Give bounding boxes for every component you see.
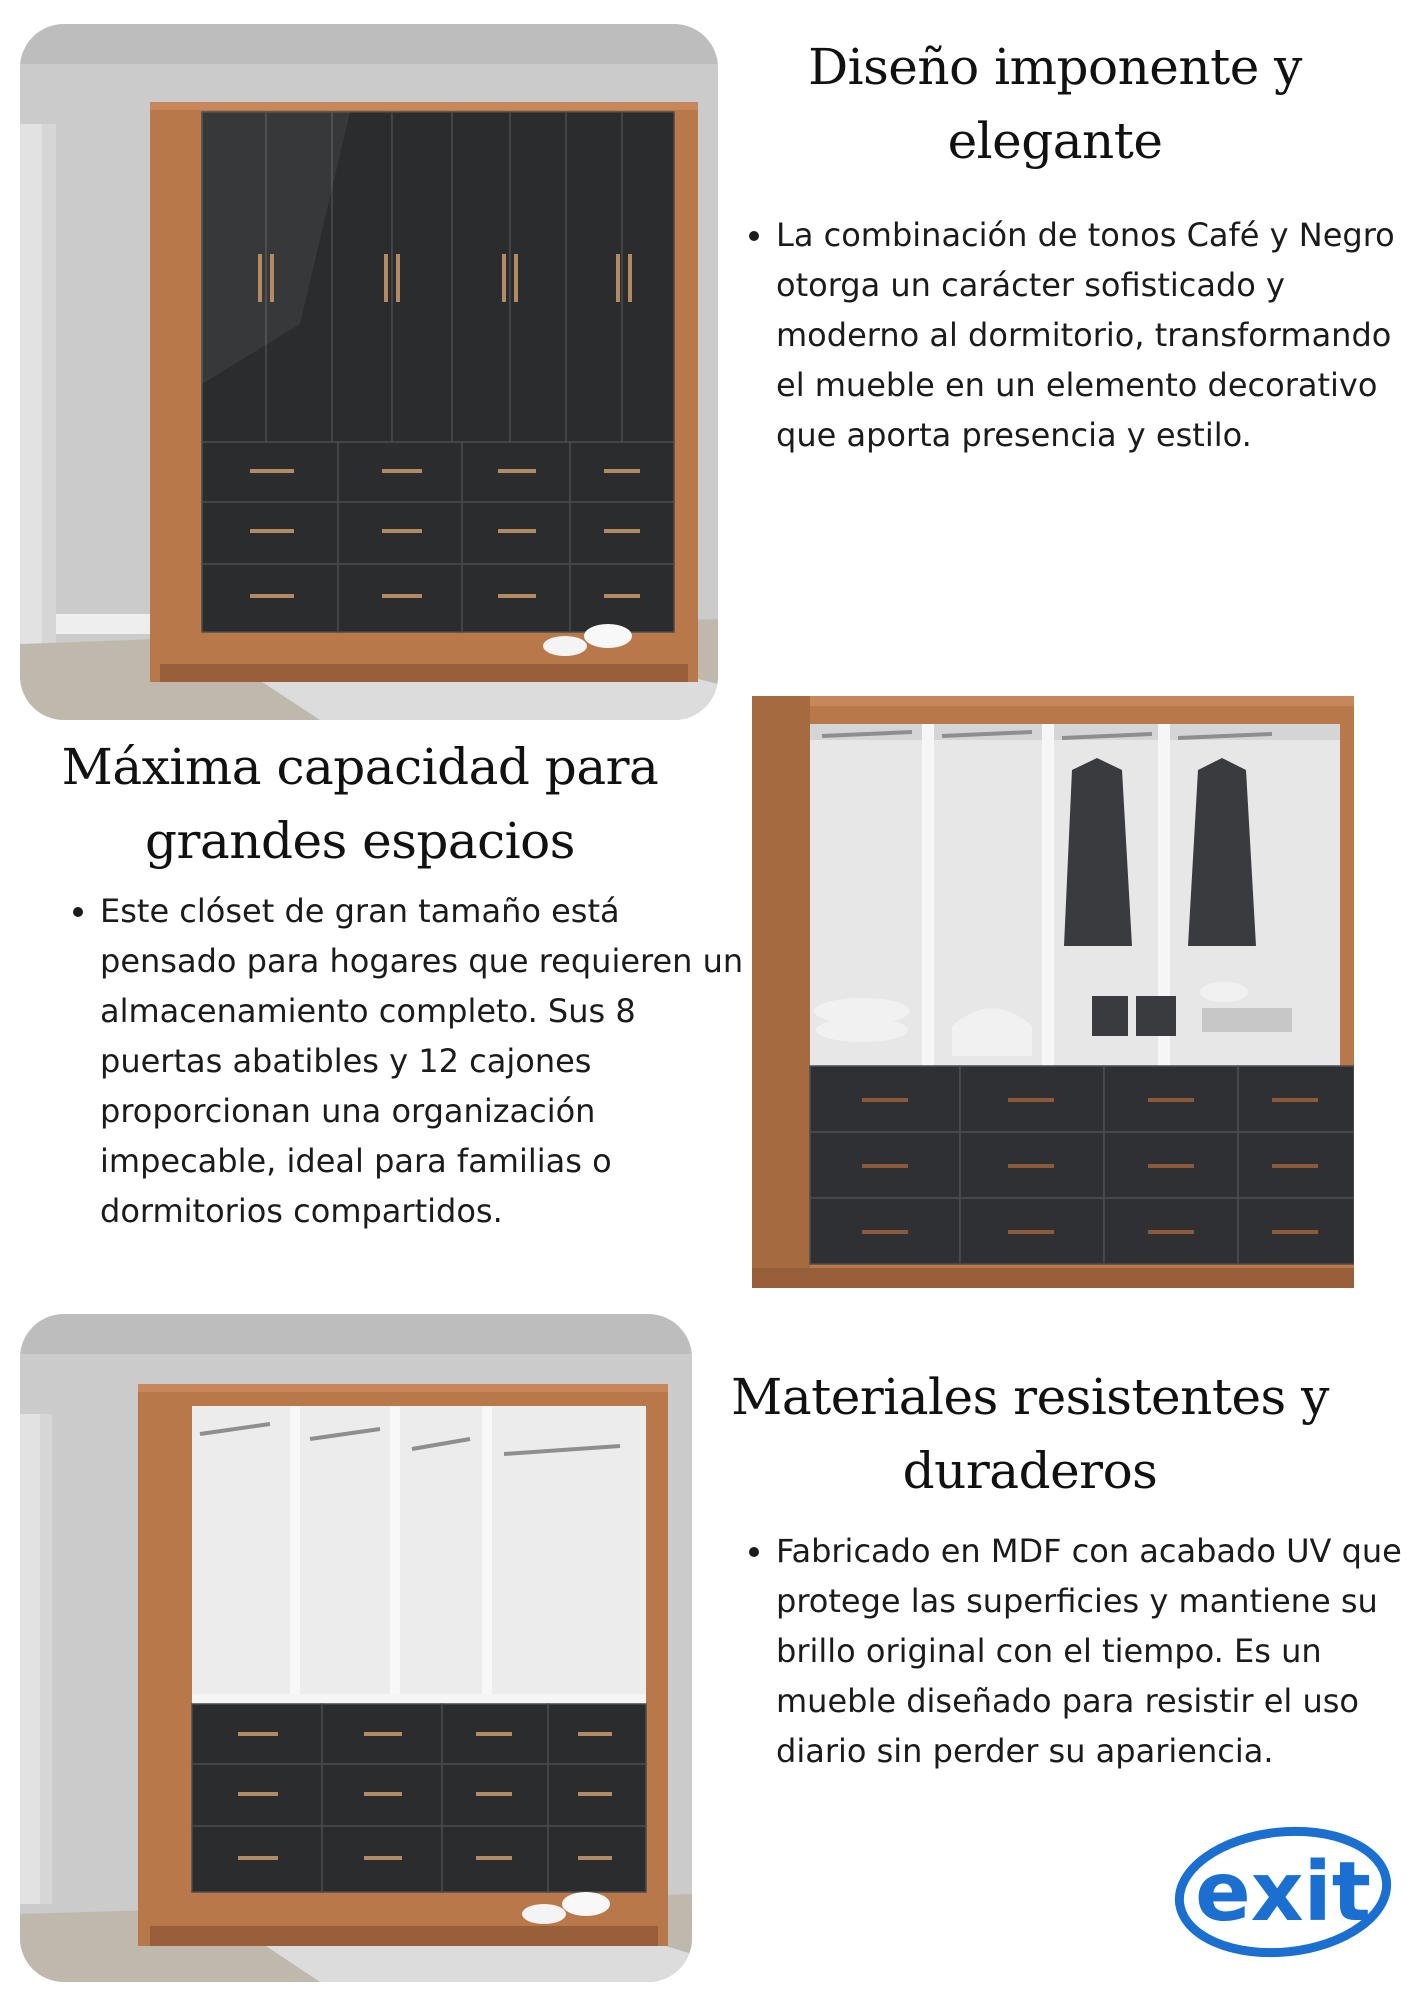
exit-logo	[1172, 1822, 1394, 1962]
exit-logo-text: exit	[1195, 1845, 1371, 1940]
section-2-title	[30, 730, 690, 878]
section-3-bullets	[738, 1526, 1406, 1776]
open-wardrobe-photo	[752, 696, 1354, 1288]
section-2-title-line-1: Máxima capacidad para	[61, 738, 659, 796]
section-2-bullet: • Este clóset de gran tamaño está pensado para hogares que requieren un almacenamiento completo. Sus 8 puertas abatibles y 12 cajones proporcionan una organización impecable, ideal para familias o dormitorios compartidos.	[100, 886, 748, 1236]
section-3-title	[700, 1360, 1360, 1508]
section-2-bullets	[62, 886, 748, 1236]
section-1-bullets	[738, 210, 1400, 460]
section-3-title-line-2: duraderos	[902, 1442, 1158, 1500]
closed-wardrobe-photo	[20, 24, 718, 720]
section-1-title-line-2: elegante	[947, 112, 1163, 170]
section-2-title-line-2: grandes espacios	[145, 812, 575, 870]
section-1-bullet: • La combinación de tonos Café y Negro otorga un carácter sofisticado y moderno al dormitorio, transformando el mueble en un elemento decorativo que aporta presencia y estilo.	[776, 210, 1400, 460]
section-1-title-line-1: Diseño imponente y	[808, 38, 1302, 96]
section-3-bullet: • Fabricado en MDF con acabado UV que protege las superficies y mantiene su brillo original con el tiempo. Es un mueble diseñado para resistir el uso diario sin perder su apariencia.	[776, 1526, 1406, 1776]
open-wardrobe-room-photo	[20, 1314, 692, 1982]
section-3-title-line-1: Materiales resistentes y	[731, 1368, 1329, 1426]
section-1-title	[730, 30, 1380, 178]
